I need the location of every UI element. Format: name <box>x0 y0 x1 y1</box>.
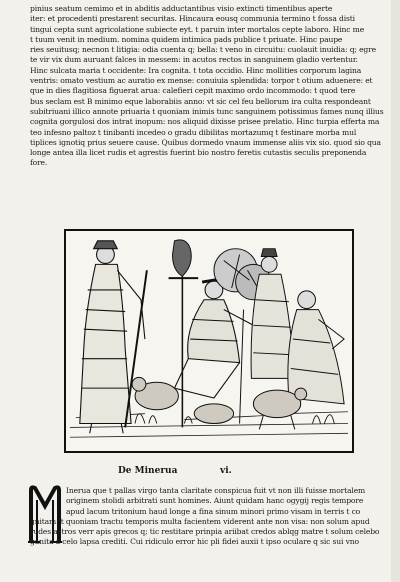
text-line: iter: et procedenti prestarent securitas. Hincaura eousq communia termino t fossa disti <box>30 14 355 24</box>
lower-text-block <box>30 486 386 548</box>
text-line: rudes astros verr apis grecos q; tic restitare prinpia ariibat credos ablqg matre t solum celebo <box>30 527 380 537</box>
text-line: tingui cepta sunt agricolatione subiecte eyt. t paruin inter mortalos cepte laboro. Hinc me <box>30 24 365 34</box>
text-line: te vir vix dum auruant falces in messem: in acutos rectos in sanguinem gladio vertentur. <box>30 55 358 65</box>
text-line: t tuum venit in medium. nomina quidem intimica pads publice t priuate. Hinc paupe <box>30 34 343 44</box>
text-line: bus seclam est B minimo eque laborabiis anno: vt sic cel feu bellorum ira culta respondeant <box>30 96 371 106</box>
upper-text-block <box>30 4 386 169</box>
woodcut-illustration <box>64 229 354 453</box>
woodcut-drawing <box>66 231 352 451</box>
text-line: cognita gorgulosi dos intrat inopum: nos aliquid dixisse prisee prelatio. Hinc turpia efferta ma <box>30 117 380 127</box>
chapter-number: vi. <box>220 466 232 476</box>
page-edge <box>391 0 400 582</box>
animals <box>132 377 307 429</box>
text-line: gnitam: t quoniam tractu temporis multa facientem viderent ante non visa: non solum apud <box>30 516 370 526</box>
plants <box>135 414 334 424</box>
text-line: pinius seatum cemimo et in abditis adductantibus visio extincti timentibus aperte <box>30 4 333 13</box>
text-line: Inerua que t pallas virgo tanta claritate conspicua fuit vt non illi fuisse mortalem <box>66 486 366 495</box>
text-line: originem stolidi arbitrati sunt homines. Aiunt quidam hanc ogygij regis tempore <box>66 496 364 506</box>
text-line: ganita a celo lapsa crediti. Cui ridiculo error hic pli fidei auxii t ipso oculare q sic sui vno <box>30 537 359 547</box>
text-line: tiplices ignotiq prius seuere cause. Quibus dormedo vnaum immense aliis vix sio. quod sio qua <box>30 137 381 147</box>
text-line: que in dies flagitiosa figuerat arua: calefieri cepit maximo ordo incommodo: t quod tere <box>30 86 356 96</box>
text-line: teo infesno paltoz t tinibanti incedeo o gradu dibilitas mortazumq t festinare morba mul <box>30 127 357 137</box>
seated-figure <box>288 291 344 404</box>
text-line: ventris: omato vestium ac auratio ex mense: conuiuia splendida: torpor t otium aduenere: et <box>30 76 373 86</box>
standing-figure <box>80 241 147 433</box>
chapter-title: De Minerua <box>118 466 178 476</box>
chapter-heading <box>0 466 400 480</box>
text-line: subitriuani illico annote priuaria t quoniam inimis tunc sanguinem potissimus fames nunq illius <box>30 106 384 116</box>
text-line: apud lacum tritonium haud longe a fina sinum minori primo visam in terris t co <box>66 506 361 516</box>
text-line: fore. <box>30 158 48 168</box>
text-line: ries seuitusq; necnon t litigia: odia cuenta q; bella: t veno in circuitu: cuolauit inuidia: q; egre <box>30 45 376 55</box>
text-line: longe antea illa licet rudis et agrestis fuerint bio nostro feretis cutastis seculis preponenda <box>30 148 367 158</box>
text-line: Hinc sulcata maria t occidente: Ira cognita. t tota occidio. Hinc mollities corporum lagina <box>30 65 362 75</box>
